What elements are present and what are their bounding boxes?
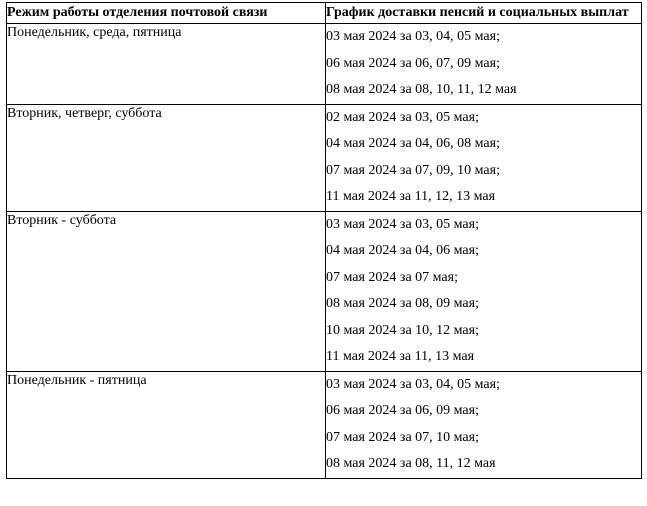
date-line: 08 мая 2024 за 08, 10, 11, 12 мая (326, 82, 517, 97)
dates-cell (326, 104, 642, 211)
date-line: 07 мая 2024 за 07, 09, 10 мая; (326, 162, 500, 178)
date-line: 02 мая 2024 за 03, 05 мая; (326, 109, 479, 125)
date-line: 10 мая 2024 за 10, 12 мая; (326, 322, 479, 338)
date-line: 03 мая 2024 за 03, 05 мая; (326, 216, 479, 232)
date-line: 03 мая 2024 за 03, 04, 05 мая; (326, 29, 500, 44)
mode-cell: Понедельник, среда, пятница (7, 24, 326, 105)
header-row (7, 3, 642, 24)
mode-cell: Понедельник - пятница (7, 371, 326, 478)
date-line: 06 мая 2024 за 06, 09 мая; (326, 403, 479, 418)
table-row (7, 104, 642, 211)
dates-cell (326, 24, 642, 105)
dates-cell (326, 211, 642, 371)
date-line: 07 мая 2024 за 07 мая; (326, 269, 458, 285)
date-line: 08 мая 2024 за 08, 09 мая; (326, 296, 479, 311)
date-line: 07 мая 2024 за 07, 10 мая; (326, 429, 479, 445)
date-line: 03 мая 2024 за 03, 04, 05 мая; (326, 376, 500, 392)
date-line: 11 мая 2024 за 11, 13 мая (326, 349, 475, 364)
date-line: 06 мая 2024 за 06, 07, 09 мая; (326, 55, 500, 71)
header-mode: Режим работы отделения почтовой связи (7, 3, 326, 24)
date-line: 04 мая 2024 за 04, 06 мая; (326, 243, 479, 258)
mode-cell: Вторник - суббота (7, 211, 326, 371)
table-row (7, 371, 642, 478)
table-row (7, 24, 642, 105)
table-row (7, 211, 642, 371)
delivery-schedule-table (6, 2, 642, 479)
date-line: 08 мая 2024 за 08, 11, 12 мая (326, 456, 496, 471)
date-line: 11 мая 2024 за 11, 12, 13 мая (326, 189, 496, 204)
header-schedule: График доставки пенсий и социальных выплат (326, 3, 642, 24)
dates-cell (326, 371, 642, 478)
date-line: 04 мая 2024 за 04, 06, 08 мая; (326, 136, 500, 151)
mode-cell: Вторник, четверг, суббота (7, 104, 326, 211)
